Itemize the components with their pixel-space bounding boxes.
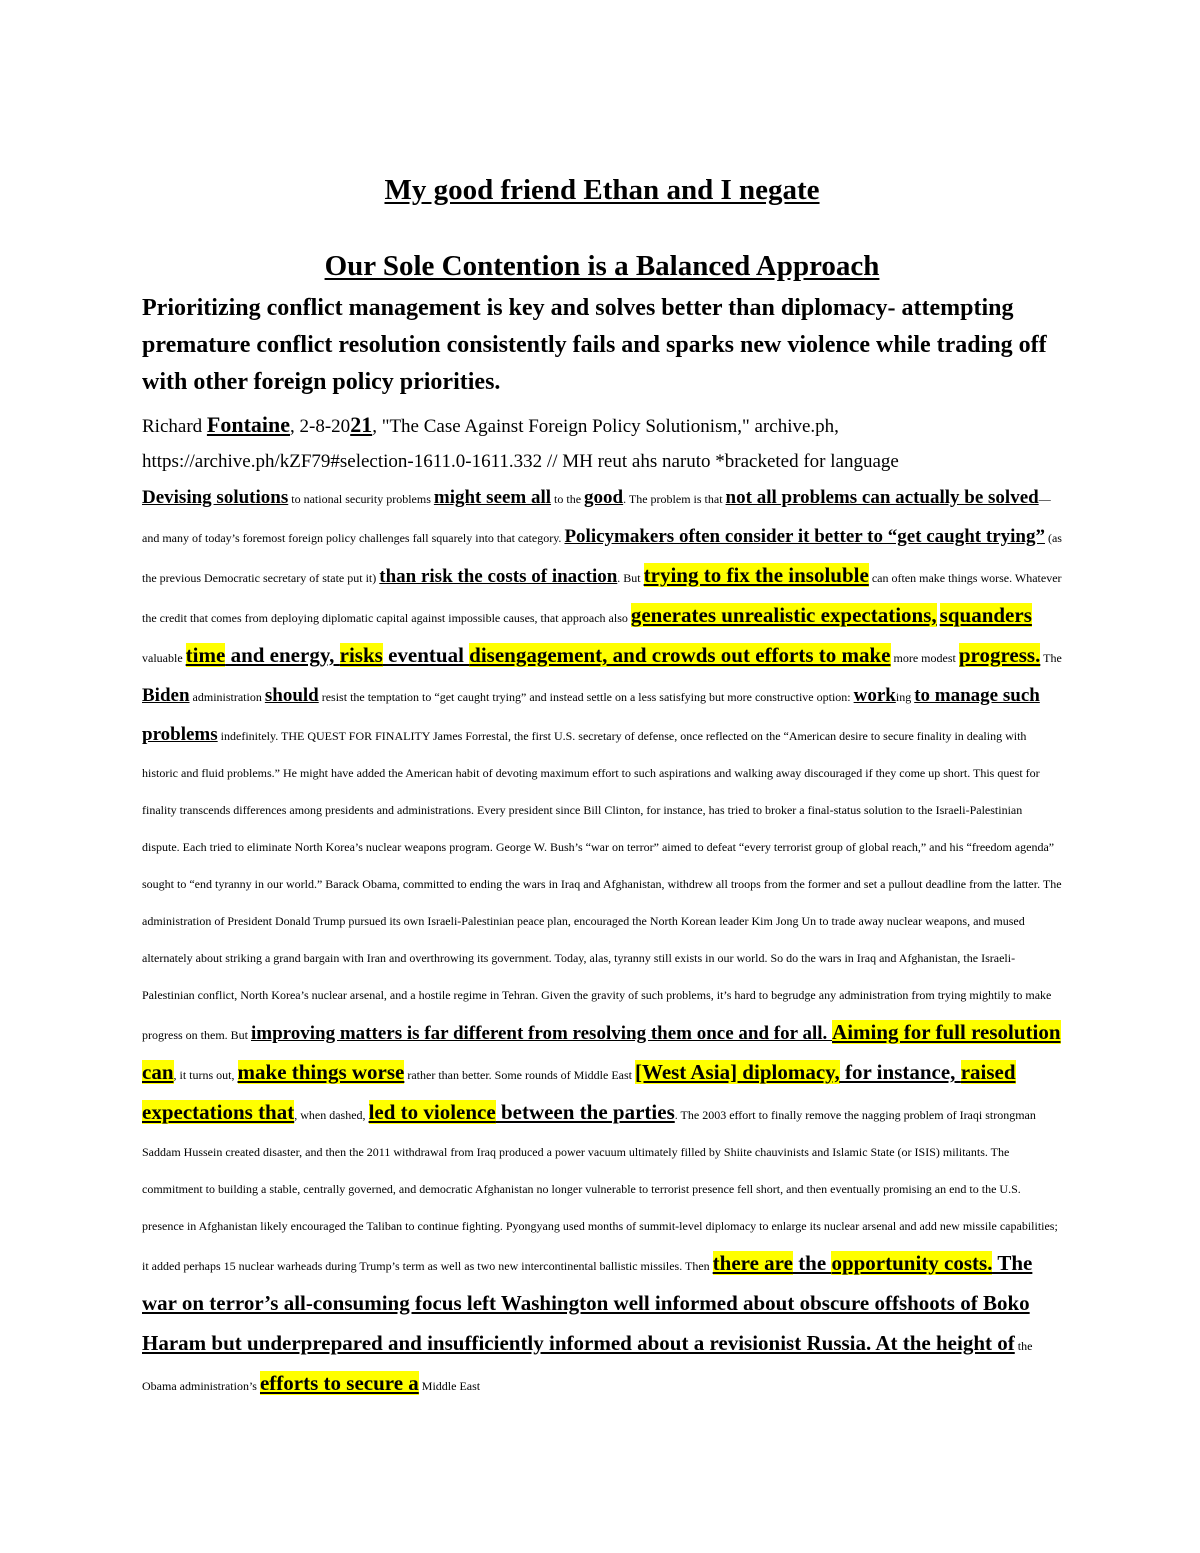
small-text: ing bbox=[895, 690, 915, 704]
underlined-text: to manage such problems bbox=[142, 685, 1040, 745]
document-heading: My good friend Ethan and I negate bbox=[384, 174, 820, 206]
small-text: indefinitely. THE QUEST FOR FINALITY James Forrestal, the first U.S. secretary of defense, once reflected on the “American desire to secure finality in dealing with historic and fluid problems.” He might have added the American habit of devoting maximum effort to such aspirations and walking away discouraged if they come up short. This quest for finality transcends differences among presidents and administrations. Every president since Bill Clinton, for instance, has tried to broker a final-status solution to the Israeli-Palestinian dispute. Each tried to eliminate North Korea’s nuclear weapons program. George W. Bush’s “war on terror” aimed to defeat “every terrorist group of global reach,” and his “freedom agenda” sought to “end tyranny in our world.” Barack Obama, committed to ending the wars in Iraq and Afghanistan, withdrew all troops from the former and set a pullout deadline from the latter. The administration of President Donald Trump pursued its own Israeli-Palestinian peace plan, encouraged the North Korean leader Kim Jong Un to trade away nuclear weapons, and mused alternately about striking a grand bargain with Iran and overthrowing its government. Today, alas, tyranny still exists in our world. So do the wars in Iraq and Afghanistan, the Israeli-Palestinian conflict, North Korea’s nuclear arsenal, and a hostile regime in Tehran. Given the gravity of such problems, it’s hard to begrudge any administration from trying mightily to make progress on them. But bbox=[142, 729, 1062, 1042]
cite-date-a: , 2-8-20 bbox=[290, 416, 351, 437]
small-text: (as the previous Democratic secretary of state put it) bbox=[142, 531, 1062, 585]
cite-author: Fontaine bbox=[206, 412, 291, 437]
card-body bbox=[142, 479, 1062, 1405]
small-text: —and many of today’s foremost foreign policy challenges fall squarely into that category. bbox=[142, 492, 1051, 545]
small-text: The bbox=[1040, 651, 1062, 665]
bold-text: for instance, bbox=[839, 1060, 961, 1084]
highlighted-text: squanders bbox=[939, 603, 1032, 627]
bold-text: and energy, bbox=[225, 643, 340, 667]
small-text: more modest bbox=[890, 651, 959, 665]
card-tag: Prioritizing conflict management is key and solves better than diplomacy- attempting premature conflict resolution consistently fails and sparks new violence while trading off with other foreign policy priorities. bbox=[142, 295, 1047, 395]
bold-text: eventual bbox=[382, 643, 470, 667]
underlined-text: than risk the costs of inaction bbox=[379, 566, 618, 587]
highlighted-text: [West Asia] diplomacy, bbox=[634, 1060, 840, 1084]
highlighted-text: Aiming for full resolution can bbox=[142, 1020, 1061, 1084]
underlined-text: Devising solutions bbox=[142, 487, 289, 508]
highlighted-text: generates unrealistic expectations, bbox=[630, 603, 937, 627]
underlined-text: should bbox=[264, 685, 319, 706]
bold-text: the bbox=[792, 1251, 832, 1275]
bold-text: The war on terror’s all-consuming focus left Washington well informed about obscure offshoots of Boko Haram but underprepared and insufficiently informed about a revisionist Russia. At the height of bbox=[142, 1251, 1033, 1355]
underlined-text: might seem all bbox=[433, 487, 552, 508]
highlighted-text: opportunity costs. bbox=[831, 1251, 993, 1275]
highlighted-text: time bbox=[185, 643, 226, 667]
cite-rest: , "The Case Against Foreign Policy Solutionism," archive.ph, https://archive.ph/kZF79#selection-1611.0-1611.332 // MH reut ahs naruto *bracketed for language bbox=[142, 416, 899, 472]
highlighted-text: there are bbox=[712, 1251, 793, 1275]
highlighted-text: trying to fix the insoluble bbox=[643, 563, 869, 587]
highlighted-text: efforts to secure a bbox=[259, 1371, 419, 1395]
small-text: to the bbox=[551, 492, 585, 506]
underlined-text: Policymakers often consider it better to “get caught trying” bbox=[564, 526, 1045, 547]
underlined-text: not all problems can actually be solved bbox=[725, 487, 1039, 508]
small-text: , when dashed, bbox=[294, 1108, 369, 1122]
underlined-text: Biden bbox=[142, 685, 190, 706]
small-text: to national security problems bbox=[288, 492, 434, 506]
small-text: . But bbox=[617, 571, 644, 585]
cite-date-b: 21 bbox=[350, 412, 373, 437]
highlighted-text: disengagement, and crowds out efforts to make bbox=[469, 643, 891, 667]
small-text: resist the temptation to “get caught trying” and instead settle on a less satisfying but more constructive option: bbox=[318, 690, 854, 704]
underlined-text: improving matters is far different from resolving them once and for all. bbox=[251, 1023, 833, 1044]
small-text: rather than better. Some rounds of Middle East bbox=[404, 1068, 635, 1082]
highlighted-text: make things worse bbox=[237, 1060, 405, 1084]
small-text: Middle East bbox=[418, 1379, 481, 1393]
small-text: . The 2003 effort to finally remove the nagging problem of Iraqi strongman Saddam Hussein created disaster, and then the 2011 withdrawal from Iraq produced a power vacuum ultimately filled by Shiite chauvinists and Islamic State (or ISIS) militants. The commitment to building a stable, centrally governed, and democratic Afghanistan no longer vulnerable to terrorist presence fell short, and then eventually promising an end to the U.S. presence in Afghanistan likely encouraged the Taliban to continue fighting. Pyongyang used months of summit-level diplomacy to enlarge its nuclear arsenal and add new missile capabilities; it added perhaps 15 nuclear warheads during Trump’s term as well as two new intercontinental ballistic missiles. Then bbox=[142, 1108, 1058, 1273]
highlighted-text: progress. bbox=[958, 643, 1041, 667]
small-text: , it turns out, bbox=[173, 1068, 238, 1082]
document-page bbox=[142, 170, 1062, 1405]
highlighted-text: raised expectations that bbox=[142, 1060, 1016, 1124]
citation bbox=[142, 407, 1062, 479]
highlighted-text: led to violence bbox=[368, 1100, 496, 1124]
underlined-text: work bbox=[853, 685, 896, 706]
small-text: administration bbox=[189, 690, 265, 704]
highlighted-text: risks bbox=[339, 643, 383, 667]
contention-title: Our Sole Contention is a Balanced Approach bbox=[324, 250, 880, 282]
underlined-text: good bbox=[584, 487, 624, 508]
small-text: valuable bbox=[142, 651, 186, 665]
small-text: . The problem is that bbox=[623, 492, 726, 506]
cite-prefix: Richard bbox=[142, 416, 207, 437]
small-text: can often make things worse. Whatever the credit that comes from deploying diplomatic capital against impossible causes, that approach also bbox=[142, 571, 1062, 625]
small-text: the Obama administration’s bbox=[142, 1339, 1033, 1393]
bold-text: between the parties bbox=[495, 1100, 675, 1124]
